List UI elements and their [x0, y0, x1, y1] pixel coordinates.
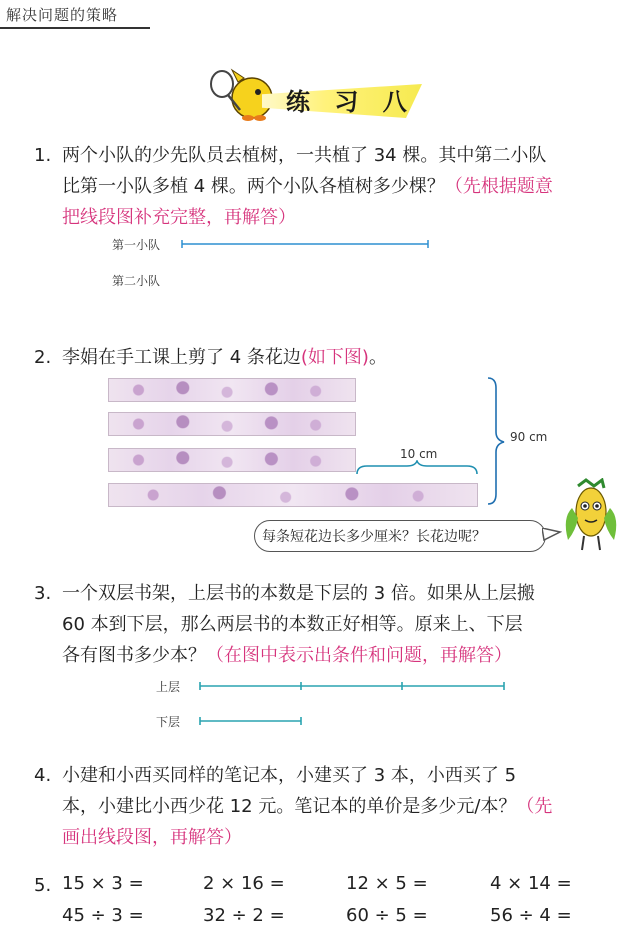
bubble-text: 每条短花边长多少厘米？长花边呢？ — [262, 529, 486, 545]
team1-segment — [180, 238, 432, 250]
chick-mascot-icon — [208, 62, 278, 124]
section-title: 解决问题的策略 — [6, 6, 119, 24]
q4-number: 4. — [34, 765, 52, 786]
q4-hint-cont: 画出线段图，再解答） — [62, 827, 242, 848]
exercise-title: 练 习 八 — [286, 88, 415, 116]
calc-r2c1: 45 ÷ 3 = — [62, 905, 144, 926]
q3-line1: 一个双层书架，上层书的本数是下层的 3 倍。如果从上层搬 — [62, 583, 535, 604]
q2-hint: (如下图) — [300, 347, 369, 368]
calc-r1c4: 4 × 14 = — [490, 873, 572, 894]
q1-number: 1. — [34, 145, 52, 166]
q2-text: 李娟在手工课上剪了 4 条花边 — [62, 347, 301, 368]
team1-label: 第一小队 — [112, 238, 161, 252]
q4-hint: （先 — [516, 796, 553, 817]
q3-line2: 60 本到下层，那么两层书的本数正好相等。原来上、下层 — [62, 614, 523, 635]
calc-r2c3: 60 ÷ 5 = — [346, 905, 428, 926]
lace-strip-1 — [108, 378, 356, 402]
q2-number: 2. — [34, 347, 52, 368]
q3-number: 3. — [34, 583, 52, 604]
calc-r1c3: 12 × 5 = — [346, 873, 428, 894]
q3-hint: （在图中表示出条件和问题，再解答） — [206, 645, 512, 666]
calc-r1c2: 2 × 16 = — [203, 873, 285, 894]
header-divider — [0, 27, 150, 29]
q1-line1: 两个小队的少先队员去植树，一共植了 34 棵。其中第二小队 — [62, 145, 547, 166]
q1-line2: 比第一小队多植 4 棵。两个小队各植树多少棵？ — [62, 176, 445, 197]
team2-label: 第二小队 — [112, 274, 161, 288]
calc-r2c4: 56 ÷ 4 = — [490, 905, 572, 926]
lace-strip-2 — [108, 412, 356, 436]
measure-short: 10 cm — [400, 447, 438, 461]
bubble-tail — [542, 528, 562, 542]
lower-shelf-segment — [196, 715, 306, 727]
measure-total: 90 cm — [510, 430, 548, 444]
q5-number: 5. — [34, 875, 52, 896]
lace-strip-3 — [108, 448, 356, 472]
short-brace — [355, 460, 479, 476]
q1-hint: （先根据题意 — [444, 176, 553, 197]
lower-shelf-label: 下层 — [156, 715, 181, 729]
q4-line2: 本，小建比小西少花 12 元。笔记本的单价是多少元/本？ — [62, 796, 517, 817]
calc-r1c1: 15 × 3 = — [62, 873, 144, 894]
q2-end: 。 — [368, 347, 387, 368]
upper-shelf-segment — [196, 680, 510, 692]
calc-r2c2: 32 ÷ 2 = — [203, 905, 285, 926]
total-brace — [486, 376, 510, 506]
corn-mascot-icon — [560, 478, 622, 554]
q1-hint-cont: 把线段图补充完整，再解答） — [62, 207, 296, 228]
upper-shelf-label: 上层 — [156, 680, 181, 694]
q3-line3: 各有图书多少本？ — [62, 645, 206, 666]
lace-strip-long — [108, 483, 478, 507]
q4-line1: 小建和小西买同样的笔记本，小建买了 3 本，小西买了 5 — [62, 765, 517, 786]
